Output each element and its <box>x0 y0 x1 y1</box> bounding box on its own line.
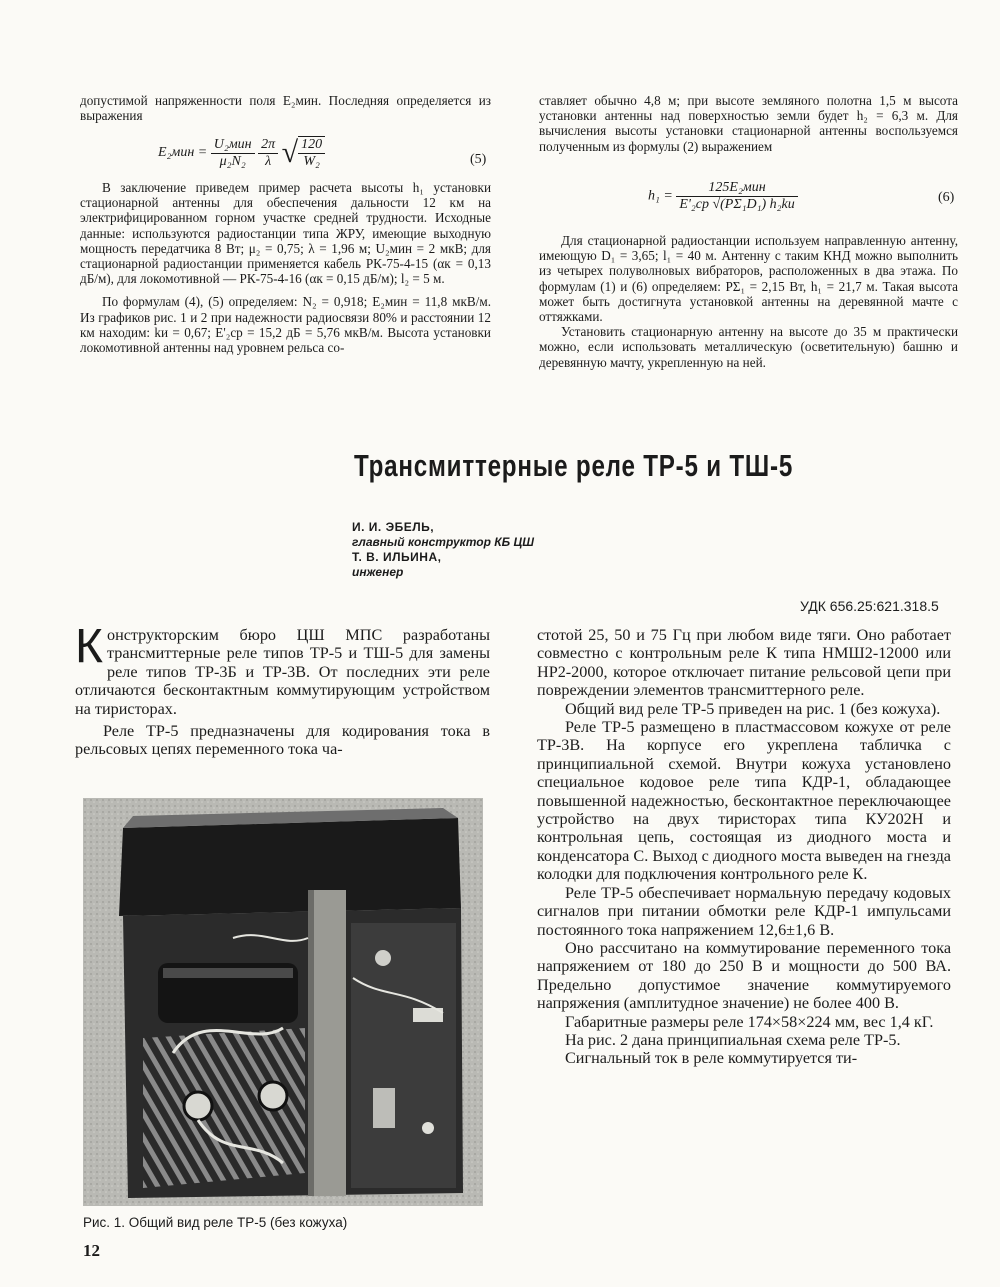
paragraph: Установить стационарную антенну на высоте до 35 м практически можно, если использовать металлическую (осветительную) башню и деревянную мачту, укрепленную на ней. <box>539 324 958 370</box>
author-name: И. И. ЭБЕЛЬ, <box>352 520 435 534</box>
numerator: 125E₂мин <box>676 180 797 197</box>
paragraph: Реле ТР-5 предназначены для кодирования тока в рельсовых цепях переменного тока ча- <box>75 722 490 759</box>
author-role: инженер <box>352 565 404 579</box>
equation-number: (6) <box>938 190 955 205</box>
figure-caption: Рис. 1. Общий вид реле ТР-5 (без кожуха) <box>83 1215 348 1230</box>
fraction <box>211 137 255 170</box>
equation-5 <box>158 136 325 170</box>
sqrt-fraction <box>298 136 325 170</box>
numerator: 120 <box>298 137 325 154</box>
paragraph: Общий вид реле ТР-5 приведен на рис. 1 (без кожуха). <box>565 699 941 718</box>
author-role: главный конструктор КБ ЦШ <box>352 535 534 549</box>
paragraph: Габаритные размеры реле 174×58×224 мм, вес 1,4 кГ. <box>565 1012 934 1031</box>
drop-cap: К <box>75 620 103 673</box>
paragraph: Сигнальный ток в реле коммутируется ти- <box>565 1049 858 1068</box>
body-right-column <box>537 626 951 1068</box>
top-right-column <box>539 93 958 154</box>
equation-6 <box>648 180 798 213</box>
paragraph: Реле ТР-5 обеспечивает нормальную передачу кодовых сигналов при питании обмотки реле КДР-1 импульсами постоянного тока напряжением 12,6±1,6 В. <box>537 883 951 939</box>
denominator: μ₂N₂ <box>219 153 246 169</box>
fraction <box>676 180 797 213</box>
equation-lhs: E₂мин = <box>158 145 208 161</box>
denominator: W₂ <box>303 154 320 169</box>
paragraph-text: онструкторским бюро ЦШ МПС разработаны трансмиттерные реле типов ТР-5 и ТШ-5 для замены реле типов ТР-3Б и ТР-3В. От последних эти реле отличаются бесконтактным коммутирующим устройством на тиристорах. <box>75 626 490 718</box>
paragraph: Реле ТР-5 размещено в пластмассовом кожухе от реле ТР-3В. На корпусе его укреплена табличка с принципиальной схемой. Внутри кожуха установлено специальное кодовое реле типа КДР-1, обладающее повышенной надежностью, бесконтактное переключающее устройство на двух тиристорах типа КУ202Н и контрольная цепь, состоящая из диодного моста и конденсатора С. Выход с диодного моста выведен на гнезда колодки для подключения контрольного реле К. <box>537 718 951 884</box>
top-right-column-cont <box>539 233 958 370</box>
sqrt-sign: √ <box>281 136 299 169</box>
paragraph: допустимой напряженности поля E₂мин. Последняя определяется из выражения <box>80 93 491 124</box>
equation-lhs: h₁ = <box>648 188 673 204</box>
equation-number: (5) <box>470 152 487 167</box>
top-left-column <box>80 93 491 123</box>
paragraph: Для стационарной радиостанции используем направленную антенну, имеющую D₁ = 3,65; l₁ = 40 м. Антенну с таким КНД можно выполнить из четырех полуволновых вибраторов, расположенных в два этажа. По формулам (1) и (6) определяем: PΣ₁ = 2,15 Вт, h₁ = 21,7 м. Такая высота может быть достигнута установкой антенны на деревянной мачте с оттяжками. <box>539 233 958 325</box>
body-left-column <box>75 620 490 759</box>
paragraph <box>75 620 490 718</box>
article-title: Трансмиттерные реле ТР-5 и ТШ-5 <box>354 448 794 483</box>
paragraph: На рис. 2 дана принципиальная схема реле ТР-5. <box>565 1030 901 1049</box>
paragraph: Оно рассчитано на коммутирование переменного тока напряжением от 180 до 250 В и мощности до 500 ВА. Предельно допустимое значение коммутируемого напряжения (амплитудное значение) не более 400 В. <box>537 938 951 1013</box>
paragraph: В заключение приведем пример расчета высоты h₁ установки стационарной антенны для обеспечения дальности 12 км на электрифицированном горном участке средней трудности. Исходные данные: используются радиостанции типа ЖРУ, имеющие выходную мощность передатчика 8 Вт; μ₂ = 0,75; λ = 1,96 м; U₂мин = 2 мкВ; для стационарной радиостанции применяется кабель РК-75-4-15 (αк = 0,13 дБ/м), для локомотивной — РК-75-4-16 (αк = 0,15 дБ/м); l₂ = 5 м. <box>80 180 491 287</box>
paragraph: ставляет обычно 4,8 м; при высоте земляного полотна 1,5 м высота установки антенны над поверхностью земли будет h₂ = 6,3 м. Для вычисления высоты установки стационарной антенны воспользуемся полученным из формулы (2) выражением <box>539 93 958 154</box>
top-left-column-cont <box>80 180 491 355</box>
relay-photo <box>83 798 483 1206</box>
paragraph: стотой 25, 50 и 75 Гц при любом виде тяги. Оно работает совместно с контрольным реле К типа НМШ2-12000 или НР2-2000, которое отключает питание рельсовой цепи при повреждении элементов трансмиттерного реле. <box>537 626 951 700</box>
author-name: Т. В. ИЛЬИНА, <box>352 550 442 564</box>
page-number: 12 <box>83 1241 100 1260</box>
udk-code: УДК 656.25:621.318.5 <box>800 598 939 614</box>
paragraph: По формулам (4), (5) определяем: N₂ = 0,918; E₂мин = 11,8 мкВ/м. Из графиков рис. 1 и 2 при надежности радиосвязи 80% и расстоянии 12 км находим: kи = 0,67; E'₂ср = 15,2 дБ = 5,76 мкВ/м. Высота установки локомотивной антенны над уровнем рельса со- <box>80 294 491 356</box>
denominator: λ <box>265 153 272 169</box>
denominator: E'₂ср √(PΣ₁D₁) h₂kи <box>679 197 795 212</box>
numerator: 2π <box>258 137 278 154</box>
numerator: U₂мин <box>211 137 255 154</box>
fraction <box>258 137 278 170</box>
